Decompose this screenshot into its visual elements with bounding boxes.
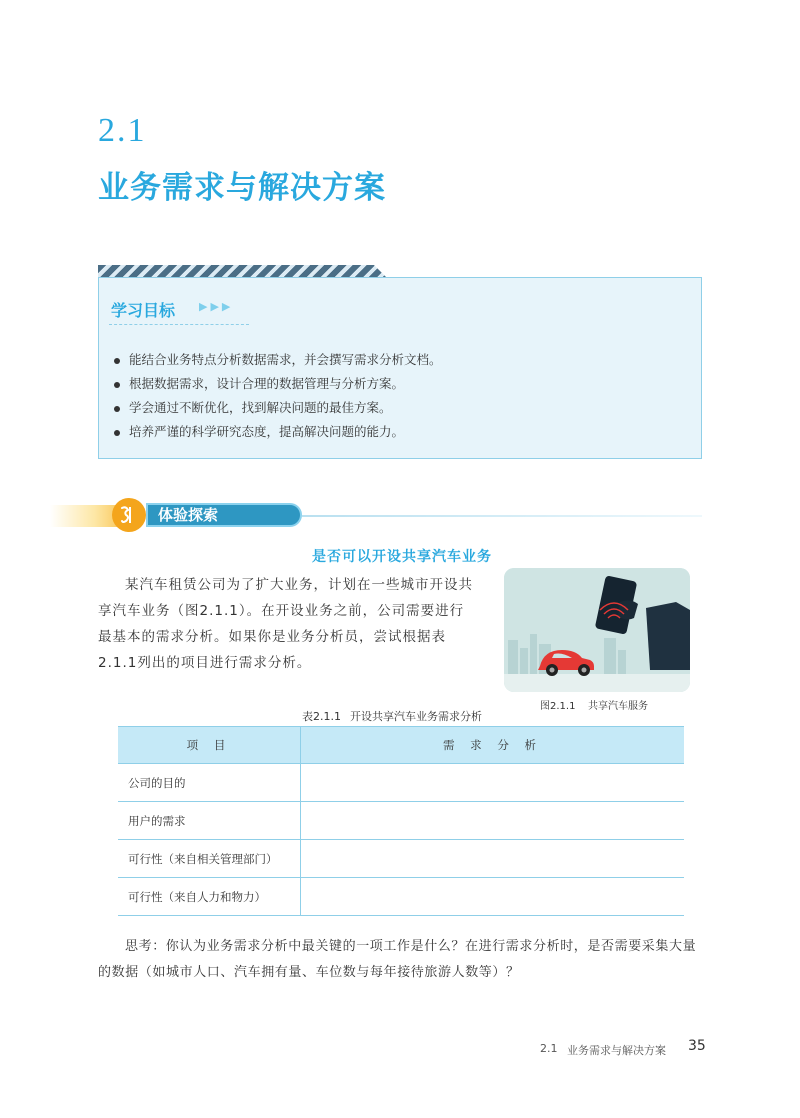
- section-title: 业务需求与解决方案: [98, 170, 386, 206]
- triple-arrow-icon: ▶▶▶: [199, 300, 234, 313]
- learning-objectives-box: [98, 265, 702, 457]
- activity-intro: 某汽车租赁公司为了扩大业务，计划在一些城市开设共享汽车业务（图2.1.1）。在开设业务之前，公司需要进行最基本的需求分析。如果你是业务分析员，尝试根据表2.1.1列出的项目进行需求分析。: [98, 577, 473, 671]
- hand-icon: [112, 498, 146, 532]
- section-number: 2.1: [98, 112, 147, 149]
- footer-section-number: 2.1: [540, 1042, 558, 1055]
- row-analysis-cell[interactable]: [301, 840, 685, 878]
- row-analysis-cell[interactable]: [301, 878, 685, 916]
- table-header-row: [118, 727, 684, 764]
- row-item: 可行性（来自人力和物力）: [118, 878, 301, 916]
- table-number: 表2.1.1: [302, 710, 341, 723]
- objectives-list: [129, 348, 442, 444]
- objectives-title: 学习目标: [111, 301, 176, 320]
- row-item: 公司的目的: [118, 764, 301, 802]
- explore-label: 体验探索: [158, 506, 219, 524]
- header-item: 项 目: [118, 727, 301, 764]
- page-number: 35: [688, 1038, 706, 1054]
- table-row: [118, 878, 684, 916]
- table-row: [118, 764, 684, 802]
- explore-header: [50, 498, 700, 532]
- figure-caption: 共享汽车服务: [588, 701, 648, 712]
- row-analysis-cell[interactable]: [301, 764, 685, 802]
- figure-number: 图2.1.1: [540, 701, 576, 712]
- table-row: [118, 802, 684, 840]
- table-caption: 开设共享汽车业务需求分析: [350, 710, 482, 723]
- row-item: 可行性（来自相关管理部门）: [118, 840, 301, 878]
- header-analysis: 需 求 分 析: [301, 727, 685, 764]
- activity-title: 是否可以开设共享汽车业务: [312, 549, 492, 565]
- objective-item: 能结合业务特点分析数据需求，并会撰写需求分析文档。: [129, 348, 442, 372]
- objective-item: 根据数据需求，设计合理的数据管理与分析方案。: [129, 372, 442, 396]
- header-rule: [302, 515, 702, 517]
- shared-car-illustration: [504, 568, 690, 692]
- think-question: 思考：你认为业务需求分析中最关键的一项工作是什么？在进行需求分析时，是否需要采集大量的数据（如城市人口、汽车拥有量、车位数与每年接待旅游人数等）？: [98, 939, 697, 980]
- objective-item: 学会通过不断优化，找到解决问题的最佳方案。: [129, 396, 442, 420]
- table-row: [118, 840, 684, 878]
- divider: [109, 324, 249, 325]
- objectives-panel: [98, 277, 702, 459]
- row-analysis-cell[interactable]: [301, 802, 685, 840]
- row-item: 用户的需求: [118, 802, 301, 840]
- footer-section-title: 业务需求与解决方案: [567, 1044, 666, 1057]
- objective-item: 培养严谨的科学研究态度，提高解决问题的能力。: [129, 420, 442, 444]
- requirements-table: [118, 726, 684, 916]
